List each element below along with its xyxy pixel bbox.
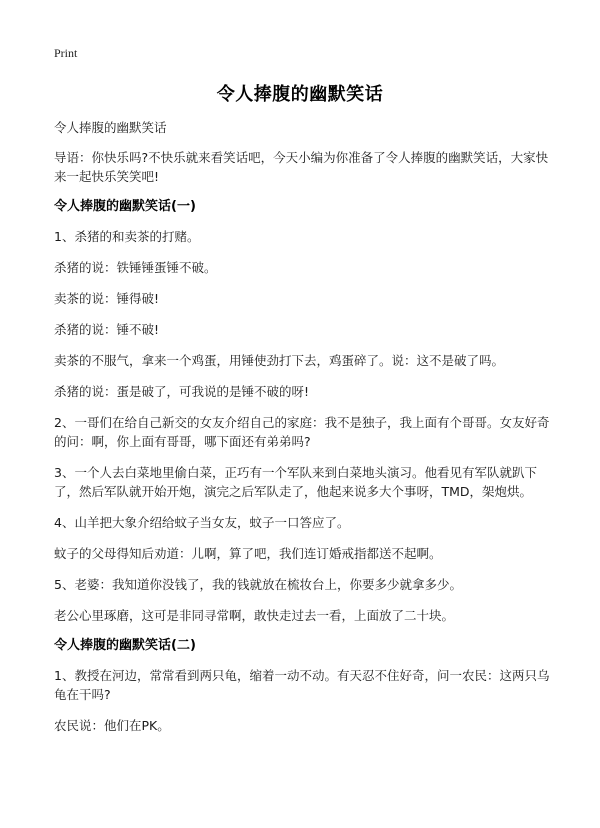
paragraph: 杀猪的说：锤不破! [54,322,160,337]
section-heading-1: 令人捧腹的幽默笑话(一) [54,199,196,214]
paragraph: 老公心里琢磨，这可是非同寻常啊，敢快走过去一看，上面放了二十块。 [54,608,455,623]
paragraph: 2、一哥们在给自己新交的女友介绍自己的家庭：我不是独子，我上面有个哥哥。女友好奇的问：啊，你上面有哥哥，哪下面还有弟弟吗? [54,415,550,449]
paragraph: 杀猪的说：蛋是破了，可我说的是锤不破的呀! [54,384,310,399]
article-body [54,118,550,735]
print-link[interactable]: Print [54,46,78,60]
page-title: 令人捧腹的幽默笑话 [216,84,384,105]
paragraph: 农民说：他们在PK。 [54,718,170,733]
paragraph: 蚊子的父母得知后劝道：儿啊，算了吧，我们连订婚戒指都送不起啊。 [54,546,442,561]
section-heading-2: 令人捧腹的幽默笑话(二) [54,638,196,653]
paragraph: 杀猪的说：铁锤锤蛋锤不破。 [54,260,217,275]
article-subtitle: 令人捧腹的幽默笑话 [54,120,167,135]
paragraph: 卖茶的不服气，拿来一个鸡蛋，用锤使劲打下去，鸡蛋碎了。说：这不是破了吗。 [54,353,505,368]
intro-paragraph: 导语：你快乐吗?不快乐就来看笑话吧，今天小编为你准备了令人捧腹的幽默笑话，大家快来一起快乐笑笑吧! [54,150,549,184]
paragraph: 1、杀猪的和卖茶的打赌。 [54,229,200,244]
paragraph: 4、山羊把大象介绍给蚊子当女友，蚊子一口答应了。 [54,515,350,530]
paragraph: 3、一个人去白菜地里偷白菜，正巧有一个军队来到白菜地头演习。他看见有军队就趴下了，然后军队就开始开炮，演完之后军队走了，他起来说多大个事呀，TMD，架炮烘。 [54,465,537,499]
paragraph: 卖茶的说：锤得破! [54,291,160,306]
paragraph: 1、教授在河边，常常看到两只龟，缩着一动不动。有天忍不住好奇，问一农民：这两只乌龟在干吗? [54,668,550,702]
paragraph: 5、老婆：我知道你没钱了，我的钱就放在梳妆台上，你要多少就拿多少。 [54,577,462,592]
